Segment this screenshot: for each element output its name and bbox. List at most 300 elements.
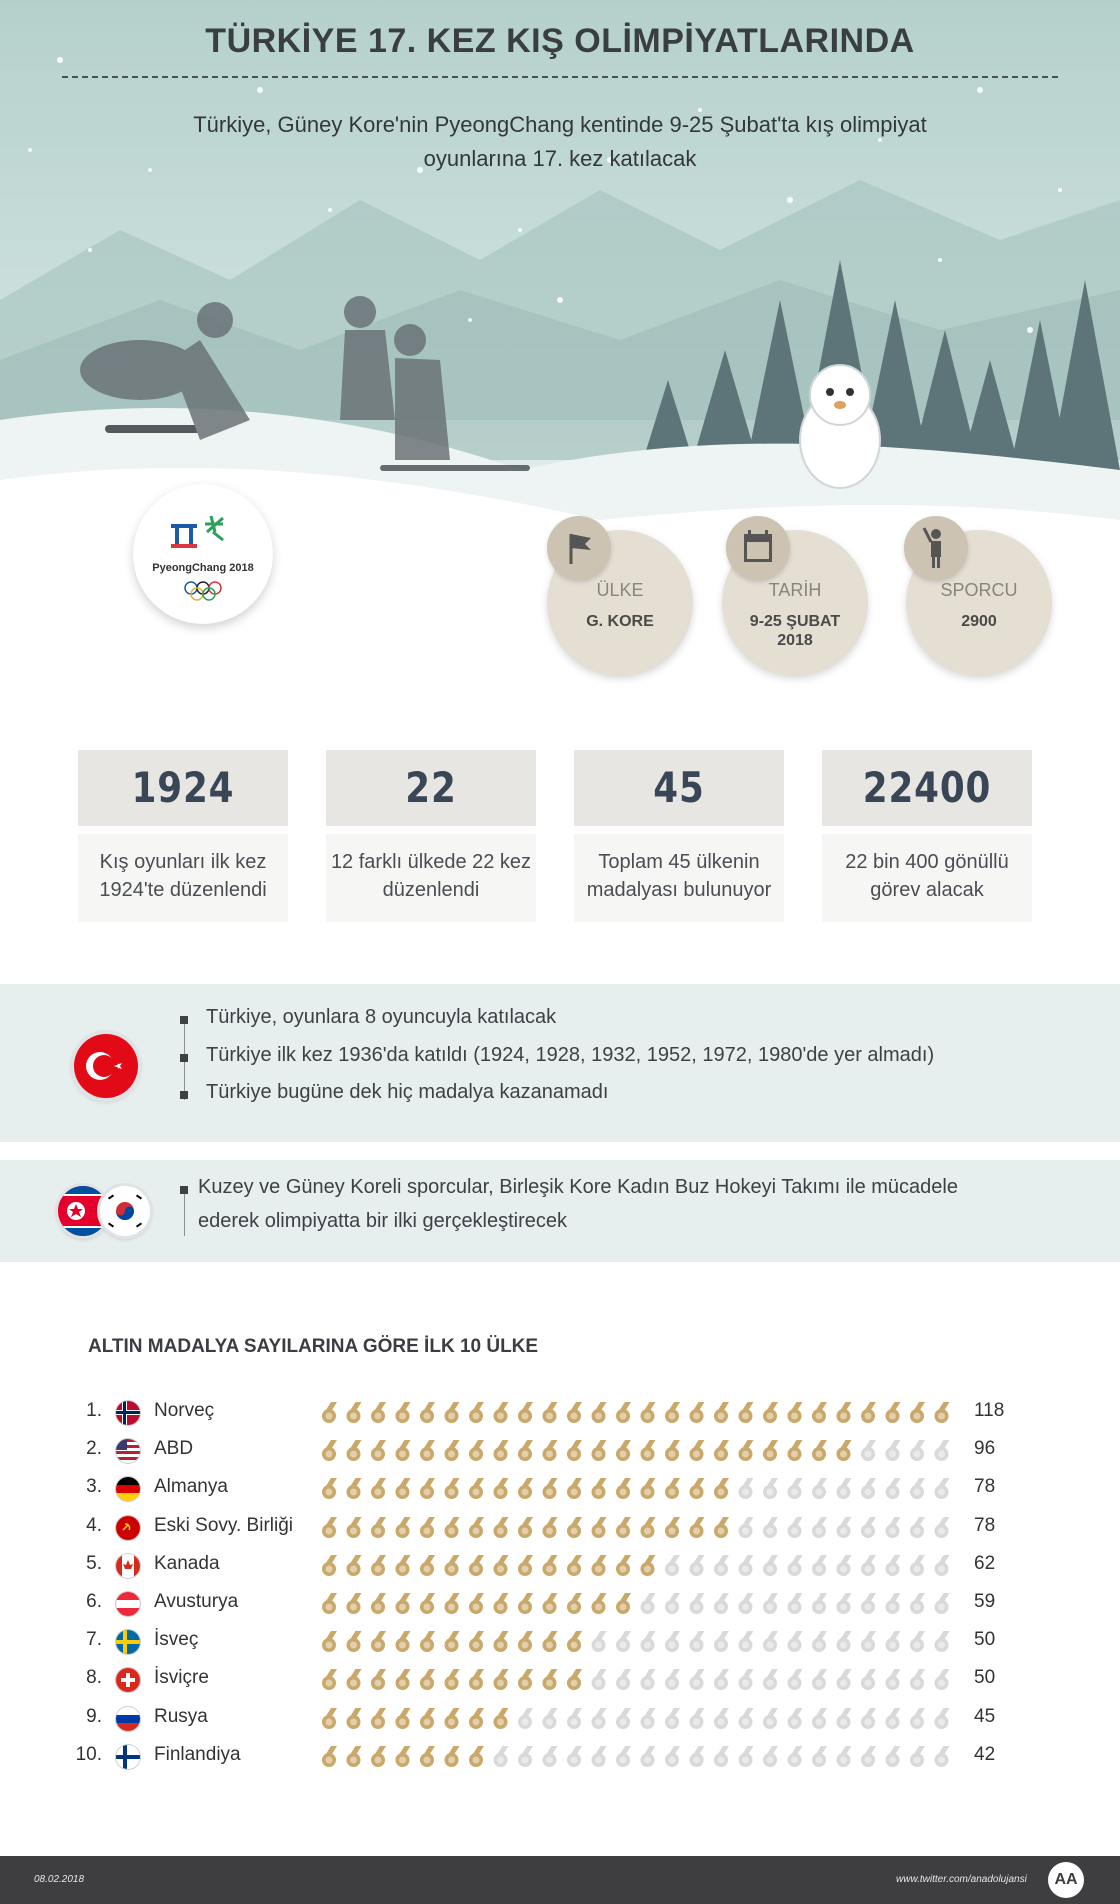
gold-medal-icon bbox=[444, 1708, 460, 1729]
info-value: 2900 bbox=[961, 613, 997, 630]
empty-medal-icon bbox=[591, 1708, 607, 1729]
gold-medal-icon bbox=[787, 1440, 803, 1461]
gold-medal-icon bbox=[468, 1631, 484, 1652]
gold-medal-icon bbox=[370, 1478, 386, 1499]
gold-medal-icon bbox=[689, 1440, 705, 1461]
gold-medal-icon bbox=[542, 1669, 558, 1690]
medal-icons bbox=[318, 1553, 955, 1579]
gold-medal-icon bbox=[468, 1669, 484, 1690]
empty-medal-icon bbox=[934, 1669, 950, 1690]
gold-medal-icon bbox=[738, 1402, 754, 1423]
stat-number-box bbox=[326, 750, 536, 826]
gold-medal-icon bbox=[517, 1440, 533, 1461]
medal-icons bbox=[318, 1744, 955, 1770]
gold-medal-icon bbox=[640, 1478, 656, 1499]
gold-medal-icon bbox=[811, 1402, 827, 1423]
empty-medal-icon bbox=[615, 1708, 631, 1729]
empty-medal-icon bbox=[909, 1593, 925, 1614]
empty-medal-icon bbox=[860, 1631, 876, 1652]
gold-medal-icon bbox=[468, 1440, 484, 1461]
empty-medal-icon bbox=[566, 1708, 582, 1729]
gold-medal-icon bbox=[689, 1517, 705, 1538]
empty-medal-icon bbox=[909, 1746, 925, 1767]
empty-medal-icon bbox=[811, 1555, 827, 1576]
stat-description: 22 bin 400 gönüllü görev alacak bbox=[822, 834, 1032, 922]
gold-count: 59 bbox=[974, 1591, 996, 1612]
country-flag-icon bbox=[116, 1707, 140, 1731]
info-label: ÜLKE bbox=[596, 580, 644, 600]
bullet-square bbox=[180, 1016, 188, 1024]
empty-medal-icon bbox=[885, 1440, 901, 1461]
gold-medal-icon bbox=[615, 1478, 631, 1499]
gold-count: 78 bbox=[974, 1476, 996, 1498]
empty-medal-icon bbox=[542, 1708, 558, 1729]
gold-medal-icon bbox=[934, 1402, 950, 1423]
gold-medal-icon bbox=[468, 1593, 484, 1614]
empty-medal-icon bbox=[615, 1746, 631, 1767]
country-name: Finlandiya bbox=[154, 1743, 241, 1765]
stat-number-box bbox=[78, 750, 288, 826]
gold-medal-icon bbox=[370, 1402, 386, 1423]
empty-medal-icon bbox=[934, 1555, 950, 1576]
gold-medal-icon bbox=[517, 1517, 533, 1538]
empty-medal-icon bbox=[713, 1669, 729, 1690]
medal-table-row bbox=[70, 1509, 1010, 1547]
gold-count: 50 bbox=[974, 1667, 996, 1689]
gold-medal-icon bbox=[444, 1746, 460, 1767]
empty-medal-icon bbox=[713, 1746, 729, 1767]
gold-medal-icon bbox=[346, 1517, 362, 1538]
gold-medal-icon bbox=[370, 1631, 386, 1652]
bullet-square bbox=[180, 1091, 188, 1099]
empty-medal-icon bbox=[909, 1555, 925, 1576]
empty-medal-icon bbox=[664, 1631, 680, 1652]
gold-medal-icon bbox=[370, 1517, 386, 1538]
empty-medal-icon bbox=[615, 1631, 631, 1652]
medal-table-row bbox=[70, 1661, 1010, 1699]
gold-medal-icon bbox=[321, 1708, 337, 1729]
empty-medal-icon bbox=[836, 1517, 852, 1538]
gold-medal-icon bbox=[689, 1478, 705, 1499]
gold-medal-icon bbox=[640, 1517, 656, 1538]
gold-medal-icon bbox=[640, 1555, 656, 1576]
empty-medal-icon bbox=[762, 1517, 778, 1538]
gold-medal-icon bbox=[762, 1402, 778, 1423]
empty-medal-icon bbox=[738, 1593, 754, 1614]
gold-medal-icon bbox=[346, 1555, 362, 1576]
gold-count: 118 bbox=[974, 1400, 1005, 1421]
stat-number: 1924 bbox=[131, 763, 235, 812]
empty-medal-icon bbox=[909, 1478, 925, 1499]
gold-medal-icon bbox=[444, 1402, 460, 1423]
country-name: İsveç bbox=[154, 1629, 199, 1651]
country-flag-icon bbox=[116, 1592, 140, 1616]
gold-count: 42 bbox=[974, 1743, 996, 1765]
empty-medal-icon bbox=[787, 1631, 803, 1652]
empty-medal-icon bbox=[738, 1631, 754, 1652]
gold-medal-icon bbox=[419, 1708, 435, 1729]
gold-medal-icon bbox=[591, 1402, 607, 1423]
gold-count: 45 bbox=[974, 1705, 996, 1727]
empty-medal-icon bbox=[934, 1593, 950, 1614]
gold-medal-icon bbox=[321, 1669, 337, 1690]
gold-medal-icon bbox=[444, 1478, 460, 1499]
gold-medal-icon bbox=[566, 1555, 582, 1576]
gold-medal-icon bbox=[419, 1593, 435, 1614]
empty-medal-icon bbox=[713, 1555, 729, 1576]
empty-medal-icon bbox=[885, 1631, 901, 1652]
empty-medal-icon bbox=[542, 1746, 558, 1767]
gold-medal-icon bbox=[395, 1669, 411, 1690]
gold-medal-icon bbox=[370, 1440, 386, 1461]
gold-medal-icon bbox=[566, 1478, 582, 1499]
country-name: Norveç bbox=[154, 1400, 215, 1421]
gold-medal-icon bbox=[517, 1631, 533, 1652]
empty-medal-icon bbox=[738, 1708, 754, 1729]
empty-medal-icon bbox=[885, 1478, 901, 1499]
gold-medal-icon bbox=[493, 1478, 509, 1499]
row-rank: 10. bbox=[75, 1743, 102, 1765]
country-name: Kanada bbox=[154, 1552, 220, 1574]
gold-medal-icon bbox=[419, 1631, 435, 1652]
gold-medal-icon bbox=[615, 1440, 631, 1461]
empty-medal-icon bbox=[640, 1593, 656, 1614]
empty-medal-icon bbox=[811, 1631, 827, 1652]
empty-medal-icon bbox=[738, 1555, 754, 1576]
gold-medal-icon bbox=[493, 1440, 509, 1461]
empty-medal-icon bbox=[811, 1746, 827, 1767]
gold-count: 50 bbox=[974, 1629, 996, 1651]
empty-medal-icon bbox=[738, 1746, 754, 1767]
gold-medal-icon bbox=[346, 1402, 362, 1423]
gold-medal-icon bbox=[493, 1555, 509, 1576]
country-flag-icon bbox=[116, 1477, 140, 1501]
empty-medal-icon bbox=[909, 1669, 925, 1690]
gold-medal-icon bbox=[615, 1402, 631, 1423]
gold-medal-icon bbox=[346, 1631, 362, 1652]
medal-icons bbox=[318, 1515, 955, 1541]
gold-medal-icon bbox=[493, 1631, 509, 1652]
empty-medal-icon bbox=[860, 1746, 876, 1767]
turkey-bullet: Türkiye bugüne dek hiç madalya kazanamadı bbox=[206, 1081, 609, 1103]
row-rank: 8. bbox=[86, 1667, 102, 1689]
gold-medal-icon bbox=[419, 1555, 435, 1576]
empty-medal-icon bbox=[836, 1746, 852, 1767]
gold-medal-icon bbox=[517, 1555, 533, 1576]
hero-section bbox=[0, 0, 1120, 700]
stat-description: Toplam 45 ülkenin madalyası bulunuyor bbox=[574, 834, 784, 922]
empty-medal-icon bbox=[591, 1669, 607, 1690]
calendar-icon bbox=[726, 516, 790, 580]
gold-medal-icon bbox=[468, 1555, 484, 1576]
row-rank: 2. bbox=[86, 1438, 102, 1460]
empty-medal-icon bbox=[713, 1708, 729, 1729]
empty-medal-icon bbox=[860, 1593, 876, 1614]
medal-icons bbox=[318, 1667, 955, 1693]
gold-medal-icon bbox=[468, 1402, 484, 1423]
flag-icon bbox=[547, 516, 611, 580]
gold-medal-icon bbox=[566, 1517, 582, 1538]
gold-medal-icon bbox=[542, 1402, 558, 1423]
page-title: TÜRKİYE 17. KEZ KIŞ OLİMPİYATLARINDA bbox=[205, 22, 915, 60]
medal-icons bbox=[318, 1706, 955, 1732]
empty-medal-icon bbox=[860, 1440, 876, 1461]
empty-medal-icon bbox=[836, 1593, 852, 1614]
turkey-bullet: Türkiye ilk kez 1936'da katıldı (1924, 1928, 1932, 1952, 1972, 1980'de yer almadı) bbox=[206, 1044, 935, 1066]
gold-medal-icon bbox=[664, 1478, 680, 1499]
gold-medal-icon bbox=[493, 1593, 509, 1614]
empty-medal-icon bbox=[811, 1517, 827, 1538]
korea-bullet: Kuzey ve Güney Koreli sporcular, Birleşik Kore Kadın Buz Hokeyi Takımı ile mücadele bbox=[198, 1176, 958, 1198]
gold-medal-icon bbox=[370, 1593, 386, 1614]
south-korea-flag-icon bbox=[100, 1186, 150, 1236]
empty-medal-icon bbox=[836, 1478, 852, 1499]
gold-medal-icon bbox=[542, 1593, 558, 1614]
empty-medal-icon bbox=[885, 1708, 901, 1729]
gold-medal-icon bbox=[664, 1440, 680, 1461]
empty-medal-icon bbox=[517, 1708, 533, 1729]
gold-medal-icon bbox=[395, 1555, 411, 1576]
country-flag-icon bbox=[116, 1745, 140, 1769]
gold-medal-icon bbox=[517, 1402, 533, 1423]
info-label: SPORCU bbox=[940, 580, 1018, 600]
gold-medal-icon bbox=[713, 1517, 729, 1538]
title-divider bbox=[62, 76, 1058, 78]
empty-medal-icon bbox=[811, 1478, 827, 1499]
gold-medal-icon bbox=[395, 1593, 411, 1614]
gold-medal-icon bbox=[689, 1402, 705, 1423]
empty-medal-icon bbox=[885, 1593, 901, 1614]
gold-medal-icon bbox=[787, 1402, 803, 1423]
empty-medal-icon bbox=[640, 1669, 656, 1690]
athlete-icon bbox=[904, 516, 968, 580]
gold-medal-icon bbox=[493, 1669, 509, 1690]
row-rank: 9. bbox=[86, 1705, 102, 1727]
gold-medal-icon bbox=[909, 1402, 925, 1423]
gold-medal-icon bbox=[370, 1746, 386, 1767]
medal-table-row bbox=[70, 1470, 1010, 1508]
empty-medal-icon bbox=[787, 1517, 803, 1538]
gold-medal-icon bbox=[395, 1746, 411, 1767]
gold-medal-icon bbox=[493, 1402, 509, 1423]
empty-medal-icon bbox=[885, 1746, 901, 1767]
empty-medal-icon bbox=[517, 1746, 533, 1767]
empty-medal-icon bbox=[689, 1708, 705, 1729]
gold-medal-icon bbox=[836, 1440, 852, 1461]
country-name: İsviçre bbox=[154, 1667, 209, 1689]
gold-medal-icon bbox=[517, 1593, 533, 1614]
gold-count: 96 bbox=[974, 1438, 996, 1460]
medal-table-row bbox=[70, 1738, 1010, 1776]
gold-medal-icon bbox=[640, 1402, 656, 1423]
empty-medal-icon bbox=[860, 1478, 876, 1499]
gold-medal-icon bbox=[566, 1402, 582, 1423]
gold-medal-icon bbox=[591, 1517, 607, 1538]
medal-table-row bbox=[70, 1700, 1010, 1738]
empty-medal-icon bbox=[836, 1708, 852, 1729]
country-flag-icon bbox=[116, 1401, 140, 1425]
medal-table-row bbox=[70, 1432, 1010, 1470]
gold-medal-icon bbox=[591, 1555, 607, 1576]
empty-medal-icon bbox=[909, 1631, 925, 1652]
row-rank: 4. bbox=[86, 1514, 102, 1536]
empty-medal-icon bbox=[934, 1440, 950, 1461]
turkey-info-band bbox=[0, 984, 1120, 1142]
stat-number: 22 bbox=[405, 763, 457, 812]
empty-medal-icon bbox=[591, 1746, 607, 1767]
korea-info-band bbox=[0, 1160, 1120, 1262]
olympic-logo-icon bbox=[133, 484, 273, 624]
empty-medal-icon bbox=[738, 1517, 754, 1538]
empty-medal-icon bbox=[640, 1708, 656, 1729]
empty-medal-icon bbox=[762, 1631, 778, 1652]
gold-medal-icon bbox=[419, 1517, 435, 1538]
country-name: Eski Sovy. Birliği bbox=[154, 1514, 294, 1536]
country-flag-icon bbox=[116, 1554, 140, 1578]
empty-medal-icon bbox=[934, 1746, 950, 1767]
empty-medal-icon bbox=[860, 1555, 876, 1576]
gold-medal-icon bbox=[738, 1440, 754, 1461]
info-value: 9-25 ŞUBAT 2018 bbox=[749, 613, 841, 649]
empty-medal-icon bbox=[713, 1593, 729, 1614]
empty-medal-icon bbox=[836, 1669, 852, 1690]
gold-medal-icon bbox=[346, 1746, 362, 1767]
empty-medal-icon bbox=[787, 1478, 803, 1499]
empty-medal-icon bbox=[591, 1631, 607, 1652]
empty-medal-icon bbox=[664, 1555, 680, 1576]
empty-medal-icon bbox=[664, 1593, 680, 1614]
gold-medal-icon bbox=[346, 1440, 362, 1461]
empty-medal-icon bbox=[787, 1746, 803, 1767]
gold-medal-icon bbox=[444, 1555, 460, 1576]
gold-medal-icon bbox=[321, 1517, 337, 1538]
country-flag-icon bbox=[116, 1630, 140, 1654]
gold-medal-icon bbox=[468, 1746, 484, 1767]
empty-medal-icon bbox=[664, 1746, 680, 1767]
country-name: Avusturya bbox=[154, 1591, 239, 1612]
gold-medal-icon bbox=[640, 1440, 656, 1461]
stat-number-box bbox=[574, 750, 784, 826]
footer bbox=[0, 1856, 1120, 1904]
empty-medal-icon bbox=[566, 1746, 582, 1767]
empty-medal-icon bbox=[860, 1517, 876, 1538]
gold-medal-icon bbox=[713, 1440, 729, 1461]
turkey-flag-icon bbox=[74, 1034, 138, 1098]
gold-medal-icon bbox=[395, 1708, 411, 1729]
empty-medal-icon bbox=[885, 1517, 901, 1538]
pyeongchang-logo bbox=[133, 484, 273, 624]
empty-medal-icon bbox=[689, 1555, 705, 1576]
empty-medal-icon bbox=[787, 1555, 803, 1576]
empty-medal-icon bbox=[762, 1746, 778, 1767]
empty-medal-icon bbox=[664, 1708, 680, 1729]
empty-medal-icon bbox=[689, 1669, 705, 1690]
gold-medal-icon bbox=[419, 1440, 435, 1461]
gold-medal-icon bbox=[664, 1517, 680, 1538]
gold-medal-icon bbox=[713, 1402, 729, 1423]
bullet-rule bbox=[184, 1190, 185, 1236]
gold-medal-icon bbox=[566, 1593, 582, 1614]
empty-medal-icon bbox=[934, 1517, 950, 1538]
gold-medal-icon bbox=[321, 1631, 337, 1652]
gold-medal-icon bbox=[444, 1517, 460, 1538]
gold-medal-icon bbox=[542, 1631, 558, 1652]
empty-medal-icon bbox=[934, 1631, 950, 1652]
gold-medal-icon bbox=[860, 1402, 876, 1423]
gold-medal-icon bbox=[321, 1593, 337, 1614]
empty-medal-icon bbox=[934, 1708, 950, 1729]
gold-medal-icon bbox=[517, 1669, 533, 1690]
gold-medal-icon bbox=[493, 1708, 509, 1729]
info-label: TARİH bbox=[768, 580, 822, 600]
stat-number-box bbox=[822, 750, 1032, 826]
gold-medal-icon bbox=[566, 1440, 582, 1461]
gold-medal-icon bbox=[542, 1517, 558, 1538]
gold-medal-icon bbox=[591, 1593, 607, 1614]
empty-medal-icon bbox=[664, 1669, 680, 1690]
mascot-icon bbox=[800, 365, 880, 488]
gold-medal-icon bbox=[664, 1402, 680, 1423]
gold-count: 78 bbox=[974, 1514, 996, 1536]
empty-medal-icon bbox=[689, 1593, 705, 1614]
gold-medal-icon bbox=[370, 1555, 386, 1576]
gold-medal-icon bbox=[346, 1478, 362, 1499]
gold-medal-icon bbox=[591, 1478, 607, 1499]
gold-medal-icon bbox=[419, 1402, 435, 1423]
gold-medal-icon bbox=[885, 1402, 901, 1423]
gold-medal-icon bbox=[444, 1593, 460, 1614]
medal-table-row bbox=[70, 1585, 1010, 1623]
gold-medal-icon bbox=[321, 1478, 337, 1499]
country-name: Almanya bbox=[154, 1476, 228, 1498]
country-flag-icon bbox=[116, 1668, 140, 1692]
empty-medal-icon bbox=[689, 1631, 705, 1652]
empty-medal-icon bbox=[787, 1669, 803, 1690]
empty-medal-icon bbox=[762, 1478, 778, 1499]
gold-medal-icon bbox=[615, 1517, 631, 1538]
gold-medal-icon bbox=[468, 1708, 484, 1729]
gold-medal-icon bbox=[444, 1440, 460, 1461]
medal-table-row bbox=[70, 1547, 1010, 1585]
gold-medal-icon bbox=[419, 1669, 435, 1690]
gold-medal-icon bbox=[811, 1440, 827, 1461]
gold-medal-icon bbox=[321, 1402, 337, 1423]
empty-medal-icon bbox=[860, 1669, 876, 1690]
bullet-square bbox=[180, 1054, 188, 1062]
empty-medal-icon bbox=[689, 1746, 705, 1767]
empty-medal-icon bbox=[738, 1669, 754, 1690]
gold-medal-icon bbox=[321, 1555, 337, 1576]
footer-twitter-link[interactable]: www.twitter.com/anadolujansi bbox=[896, 1874, 1027, 1885]
gold-medal-icon bbox=[419, 1478, 435, 1499]
turkey-bullet: Türkiye, oyunlara 8 oyuncuyla katılacak bbox=[206, 1006, 557, 1028]
gold-medal-icon bbox=[419, 1746, 435, 1767]
aa-logo: AA bbox=[1048, 1862, 1084, 1898]
bullet-square bbox=[180, 1186, 188, 1194]
empty-medal-icon bbox=[762, 1593, 778, 1614]
empty-medal-icon bbox=[762, 1555, 778, 1576]
medal-icons bbox=[318, 1629, 955, 1655]
gold-medal-icon bbox=[615, 1593, 631, 1614]
medal-icons bbox=[318, 1438, 955, 1464]
info-value: G. KORE bbox=[586, 613, 654, 630]
footer-date: 08.02.2018 bbox=[34, 1874, 85, 1885]
gold-medal-icon bbox=[542, 1440, 558, 1461]
stat-number: 45 bbox=[653, 763, 705, 812]
empty-medal-icon bbox=[909, 1440, 925, 1461]
gold-medal-icon bbox=[370, 1669, 386, 1690]
logo-text: PyeongChang 2018 bbox=[152, 562, 254, 574]
